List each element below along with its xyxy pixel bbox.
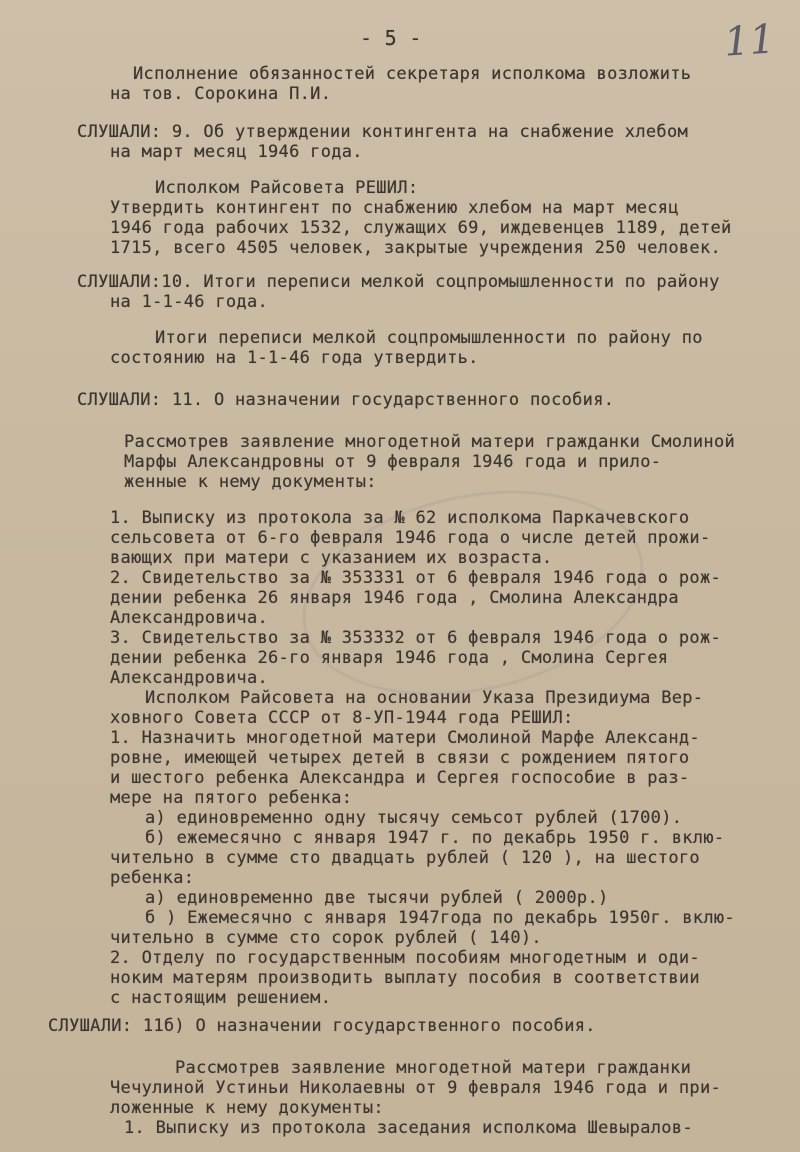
text-line: 1715, всего 4505 человек, закрытые учреждения 250 человек. xyxy=(110,238,722,258)
text-line: ховного Совета СССР от 8-УП-1944 года РЕШИЛ: xyxy=(110,708,574,728)
text-line: состоянию на 1-1-46 года утвердить. xyxy=(110,348,479,368)
text-line: 1. Выписку из протокола заседания исполкома Шевыралов- xyxy=(124,1118,693,1138)
page-number: - 5 - xyxy=(360,26,422,50)
text-line: ребенка: xyxy=(110,868,195,888)
text-line: ложенные к нему документы: xyxy=(110,1098,384,1118)
text-line: чительно в сумме сто двадцать рублей ( 120 ), на шестого xyxy=(110,848,700,868)
text-line: на 1-1-46 года. xyxy=(110,292,269,312)
text-line: Рассмотрев заявление многодетной матери гражданки xyxy=(175,1058,692,1078)
text-line: 1946 года рабочих 1532, служащих 69, иждевенцев 1189, детей xyxy=(110,218,732,238)
text-line: дении ребенка 26-го января 1946 года , Смолина Сергея xyxy=(110,648,669,668)
text-line: 1. Назначить многодетной матери Смолиной Марфе Александ- xyxy=(110,728,700,748)
text-line: с настоящим решением. xyxy=(110,988,332,1008)
text-line: ровне, имеющей четырех детей в связи с рождением пятого xyxy=(110,748,690,768)
text-line: чительно в сумме сто сорок рублей ( 140). xyxy=(110,928,542,948)
text-line: б ) Ежемесячно с января 1947года по декабрь 1950г. вклю- xyxy=(145,908,735,928)
text-line: мере на пятого ребенка: xyxy=(110,788,353,808)
text-line: б) ежемесячно с января 1947 г. по декабрь 1950 г. вклю- xyxy=(145,828,725,848)
text-line: Исполнение обязанностей секретаря исполкома возложить xyxy=(133,64,692,84)
archive-folio-mark: 11 xyxy=(722,16,777,66)
text-line: Александровича. xyxy=(110,668,269,688)
decision-heading: Исполком Райсовета РЕШИЛ: xyxy=(155,178,419,198)
text-line: а) единовременно одну тысячу семьсот рублей (1700). xyxy=(145,808,683,828)
text-line: Александровича. xyxy=(110,608,269,628)
text-line: 2. Свидетельство за № 353331 от 6 февраля 1946 года о рож- xyxy=(110,568,722,588)
heading-line: СЛУШАЛИ: 9. Об утверждении контингента на снабжение хлебом xyxy=(77,122,689,142)
text-line: и шестого ребенка Александра и Сергея госпособие в раз- xyxy=(110,768,690,788)
text-line: Итоги переписи мелкой соцпромышленности по району по xyxy=(155,328,703,348)
text-line: на март месяц 1946 года. xyxy=(110,142,363,162)
heading-line: СЛУШАЛИ: 11б) О назначении государственного пособия. xyxy=(48,1016,596,1036)
text-line: 3. Свидетельство за № 353332 от 6 февраля 1946 года о рож- xyxy=(110,628,722,648)
text-line: на тов. Сорокина П.И. xyxy=(110,84,332,104)
text-line: женные к нему документы: xyxy=(124,472,377,492)
text-line: 2. Отделу по государственным пособиям многодетным и оди- xyxy=(110,948,700,968)
text-line: вающих при матери с указанием их возраста. xyxy=(110,548,553,568)
text-line: 1. Выписку из протокола за № 62 исполкома Паркачевского xyxy=(110,508,690,528)
text-line: Рассмотрев заявление многодетной матери гражданки Смолиной xyxy=(124,432,736,452)
heading-line: СЛУШАЛИ: 11. О назначении государственного пособия. xyxy=(77,390,615,410)
text-line: Марфы Александровны от 9 февраля 1946 года и прило- xyxy=(124,452,662,472)
text-line: сельсовета от 6-го февраля 1946 года о числе детей прожи- xyxy=(110,528,711,548)
heading-line: СЛУШАЛИ:10. Итоги переписи мелкой соцпромышленности по району xyxy=(77,272,720,292)
text-line: Утвердить контингент по снабжению хлебом на март месяц xyxy=(110,198,679,218)
text-line: Исполком Райсовета на основании Указа Президиума Вер- xyxy=(145,688,704,708)
text-line: Чечулиной Устиньи Николаевны от 9 февраля 1946 года и при- xyxy=(110,1078,722,1098)
text-line: а) единовременно две тысячи рублей ( 2000р.) xyxy=(145,888,609,908)
text-line: дении ребенка 26 января 1946 года , Смолина Александра xyxy=(110,588,679,608)
text-line: ноким матерям производить выплату пособия в соответствии xyxy=(110,968,700,988)
